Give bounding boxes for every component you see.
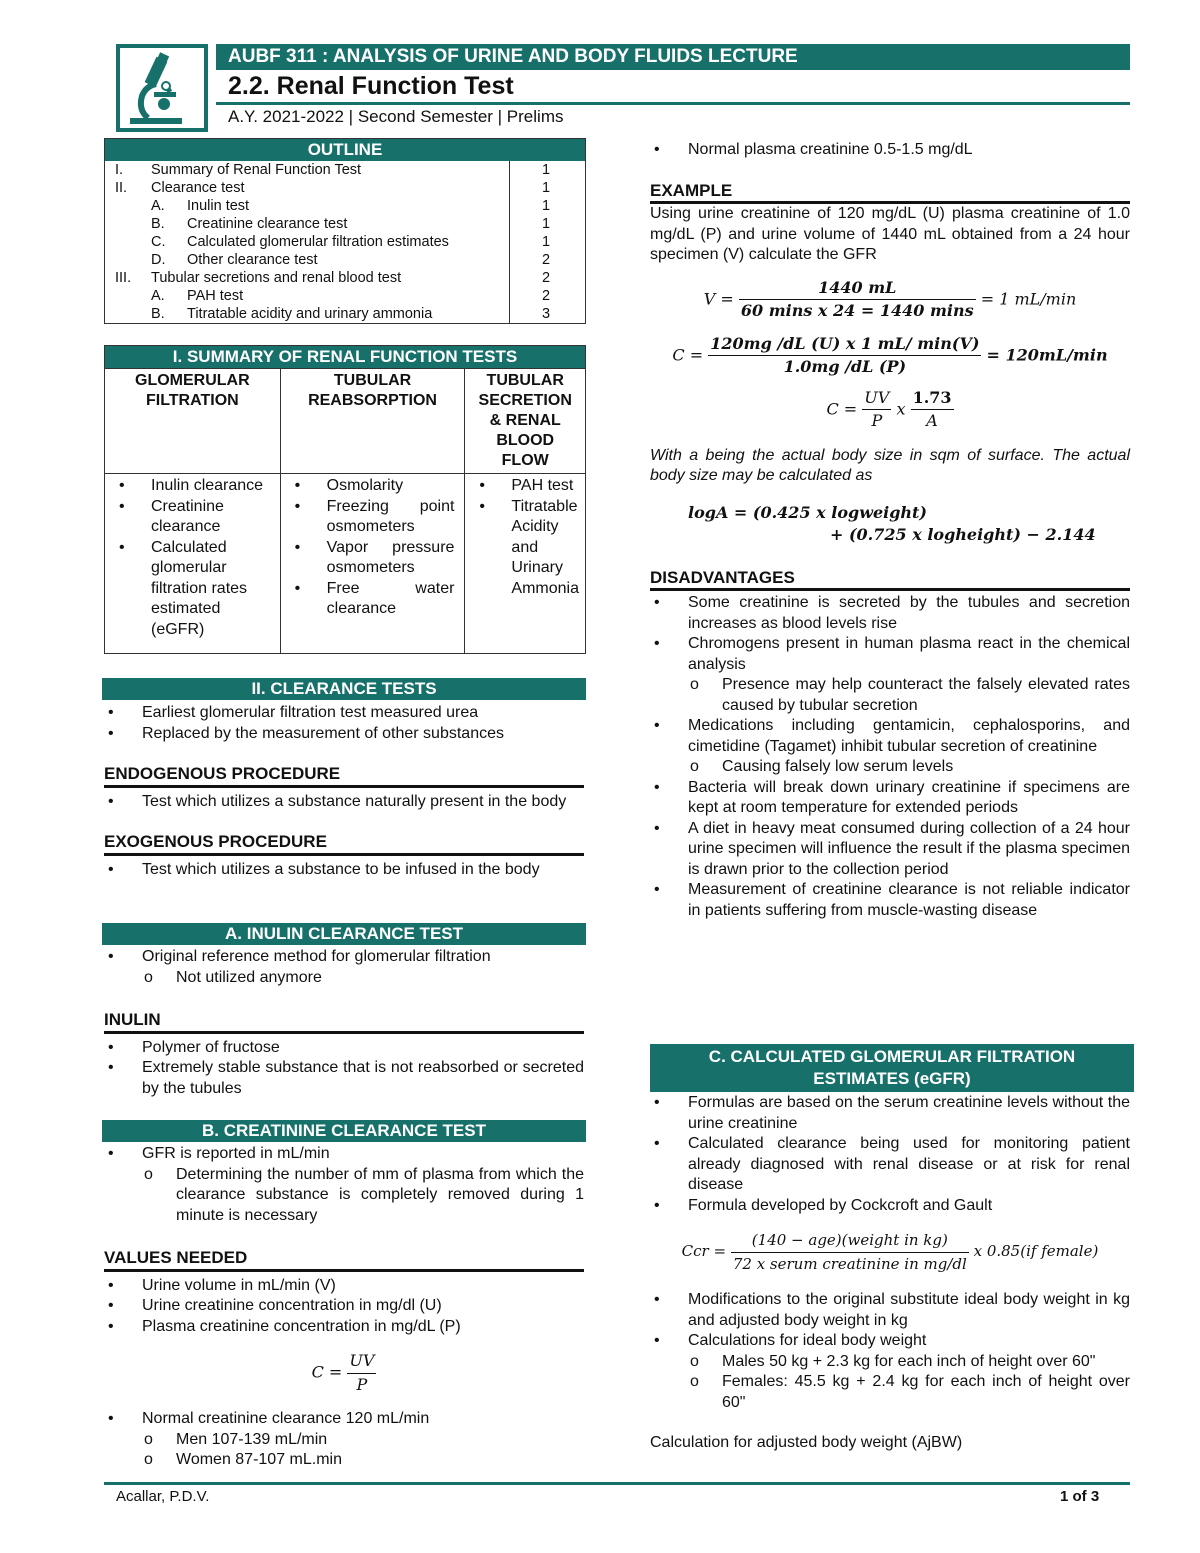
outline-page: 2 — [509, 287, 582, 305]
list-item: • Normal plasma creatinine 0.5-1.5 mg/dL — [650, 140, 1130, 161]
disadvantages-list — [650, 593, 1130, 921]
outline-number: B. — [151, 306, 165, 322]
body-size-note: With a being the actual body size in sqm of surface. The actual body size may be calculated as — [650, 446, 1130, 484]
outline-number: D. — [151, 252, 166, 268]
col-head-glomerular: GLOMERULAR FILTRATION — [135, 372, 250, 409]
clearance-title: II. CLEARANCE TESTS — [102, 678, 586, 700]
list-item: • Urine creatinine concentration in mg/dl (U) — [104, 1296, 584, 1317]
heading-rule — [104, 785, 584, 788]
outline-label: Clearance test — [151, 180, 245, 196]
disadvantage-item: • A diet in heavy meat consumed during collection of a 24 hour urine specimen will influence the result if the plasma specimen is drawn prior to the collection period — [650, 819, 1130, 881]
outline-row — [105, 305, 585, 323]
disadvantage-sub-item: o Presence may help counteract the falsely elevated rates caused by tubular secretion — [650, 675, 1130, 716]
inulin-heading: INULIN — [104, 1010, 161, 1029]
outline-title: OUTLINE — [105, 139, 585, 161]
outline-rows — [105, 161, 585, 323]
disadvantages-heading: DISADVANTAGES — [650, 567, 795, 587]
outline-label: PAH test — [187, 288, 244, 304]
corrected-clearance-equation: C = $\frac{UV}{P}$ x $\frac{1.73}{A}$ — [826, 387, 952, 430]
outline-number: B. — [151, 216, 165, 232]
list-item: • Formula developed by Cockcroft and Gault — [650, 1196, 1130, 1217]
heading-rule — [104, 853, 584, 856]
example-text: Using urine creatinine of 120 mg/dL (U) plasma creatinine of 1.0 mg/dL (P) and urine volume of 1440 mL obtained from a 24 hour specimen (V) calculate the GFR — [650, 205, 1130, 263]
clearance-equation: C = $\frac{120mg /dL (U) x 1 mL/ \min(V)}{1.0mg /dL (P)}$ = 120mL/min — [672, 333, 1108, 376]
right-column — [650, 140, 1130, 921]
outline-table — [104, 138, 586, 324]
page-number: 1 of 3 — [1060, 1488, 1100, 1505]
sub-item: o Women 87-107 mL.min — [104, 1450, 584, 1471]
outline-page: 1 — [509, 179, 582, 197]
outline-label: Creatinine clearance test — [187, 216, 348, 232]
secretion-list — [465, 474, 585, 601]
disadvantage-item: • Measurement of creatinine clearance is not reliable indicator in patients suffering from muscle-wasting disease — [650, 880, 1130, 921]
volume-equation: V = $\frac{1440 mL}{\text{60 mins x 24 = 1440 mins}}$ = 1 mL/min — [703, 277, 1077, 320]
sub-item: o Men 107-139 mL/min — [104, 1430, 584, 1451]
summary-item: • Osmolarity — [289, 476, 455, 497]
outline-number: A. — [151, 198, 165, 214]
disadvantage-item: • Medications including gentamicin, cephalosporins, and cimetidine (Tagamet) inhibit tubular secretion of creatinine — [650, 716, 1130, 757]
outline-page: 1 — [509, 197, 582, 215]
values-heading: VALUES NEEDED — [104, 1248, 248, 1267]
cockcroft-gault-formula: Ccr = $\frac{\text{(140 − age)(weight in kg)}}{\text{72 x serum creatinine in mg/dl}}$ x 0.85(if female) — [681, 1231, 1099, 1273]
outline-row — [105, 179, 585, 197]
list-item: • Original reference method for glomerular filtration — [104, 947, 584, 968]
summary-item: • Free water clearance — [289, 579, 455, 620]
title-divider — [216, 102, 1130, 105]
summary-table — [104, 345, 586, 654]
clearance-formula: C = $\frac{UV}{P}$ — [311, 1351, 375, 1394]
list-item: • Plasma creatinine concentration in mg/dL (P) — [104, 1317, 584, 1338]
outline-row — [105, 215, 585, 233]
creatinine-title: B. CREATININE CLEARANCE TEST — [102, 1120, 586, 1142]
outline-page: 3 — [509, 305, 582, 323]
outline-label: Inulin test — [187, 198, 250, 214]
list-item: • Calculated clearance being used for monitoring patient already diagnosed with renal disease or at risk for renal disease — [650, 1134, 1130, 1196]
glomerular-list — [105, 474, 280, 642]
outline-row — [105, 287, 585, 305]
page-title: 2.2. Renal Function Test — [228, 72, 514, 100]
log-equation-line-1: logA = (0.425 x logweight) — [688, 502, 927, 522]
col-head-secretion: TUBULAR SECRETION & RENAL BLOOD FLOW — [478, 372, 572, 469]
outline-page: 2 — [509, 251, 582, 269]
list-item: • Extremely stable substance that is not reabsorbed or secreted by the tubules — [104, 1058, 584, 1099]
inulin-title: A. INULIN CLEARANCE TEST — [102, 923, 586, 945]
outline-row — [105, 251, 585, 269]
outline-label: Other clearance test — [187, 252, 318, 268]
outline-label: Titratable acidity and urinary ammonia — [187, 306, 433, 322]
outline-number: A. — [151, 288, 165, 304]
list-item: • Modifications to the original substitute ideal body weight in kg and adjusted body weight in kg — [650, 1290, 1130, 1331]
egfr-section — [650, 1093, 1130, 1454]
academic-year: A.Y. 2021-2022 | Second Semester | Prelims — [228, 107, 564, 126]
list-item: • Normal creatinine clearance 120 mL/min — [104, 1409, 584, 1430]
sub-item: o Females: 45.5 kg + 2.4 kg for each inch of height over 60" — [650, 1372, 1130, 1413]
heading-rule — [104, 1269, 584, 1272]
outline-number: C. — [151, 234, 166, 250]
reabsorption-list — [281, 474, 465, 622]
outline-page: 1 — [509, 233, 582, 251]
outline-page: 2 — [509, 269, 582, 287]
list-item: • Formulas are based on the serum creatinine levels without the urine creatinine — [650, 1093, 1130, 1134]
outline-number: II. — [115, 180, 128, 196]
ajbw-text: Calculation for adjusted body weight (AjBW) — [650, 1434, 963, 1451]
summary-item: • Creatinine clearance — [113, 497, 270, 538]
summary-item: • Calculated glomerular filtration rates estimated (eGFR) — [113, 538, 270, 641]
list-item: • Earliest glomerular filtration test measured urea — [104, 703, 584, 724]
list-item: • Polymer of fructose — [104, 1038, 584, 1059]
summary-item: • Titratable Acidity and Urinary Ammonia — [473, 497, 579, 600]
microscope-icon — [120, 48, 204, 128]
outline-page: 1 — [509, 215, 582, 233]
list-item: • Test which utilizes a substance naturally present in the body — [104, 792, 584, 813]
course-title: AUBF 311 : ANALYSIS OF URINE AND BODY FLUIDS LECTURE — [216, 44, 1130, 70]
disadvantage-item: • Chromogens present in human plasma react in the chemical analysis — [650, 634, 1130, 675]
clearance-section — [104, 703, 584, 880]
disadvantage-item: • Some creatinine is secreted by the tubules and secretion increases as blood levels rise — [650, 593, 1130, 634]
outline-row — [105, 269, 585, 287]
outline-label: Tubular secretions and renal blood test — [151, 270, 402, 286]
summary-item: • Freezing point osmometers — [289, 497, 455, 538]
heading-rule — [650, 588, 1130, 591]
outline-number: I. — [115, 162, 124, 178]
summary-title: I. SUMMARY OF RENAL FUNCTION TESTS — [105, 346, 586, 369]
egfr-title: C. CALCULATED GLOMERULAR FILTRATION ESTIMATES (eGFR) — [650, 1044, 1134, 1092]
endogenous-heading: ENDOGENOUS PROCEDURE — [104, 764, 341, 783]
sub-item: o Males 50 kg + 2.3 kg for each inch of height over 60" — [650, 1352, 1130, 1373]
sub-item: o Not utilized anymore — [104, 968, 584, 989]
log-equation-line-2: + (0.725 x logheight) − 2.144 — [830, 525, 1096, 544]
creatinine-section — [104, 1144, 584, 1471]
footer-divider — [104, 1482, 1130, 1485]
outline-page: 1 — [509, 161, 582, 179]
outline-label: Summary of Renal Function Test — [151, 162, 362, 178]
col-head-reabsorption: TUBULAR REABSORPTION — [308, 372, 437, 409]
list-item: • Urine volume in mL/min (V) — [104, 1276, 584, 1297]
exogenous-heading: EXOGENOUS PROCEDURE — [104, 832, 327, 851]
heading-rule — [104, 1031, 584, 1034]
outline-row — [105, 161, 585, 179]
outline-row — [105, 233, 585, 251]
disadvantage-item: • Bacteria will break down urinary creatinine if specimens are kept at room temperature for extended periods — [650, 778, 1130, 819]
outline-number: III. — [115, 270, 132, 286]
logo — [116, 44, 208, 132]
list-item: • GFR is reported in mL/min — [104, 1144, 584, 1165]
disadvantage-sub-item: o Causing falsely low serum levels — [650, 757, 1130, 778]
author: Acallar, P.D.V. — [116, 1488, 210, 1505]
summary-item: • PAH test — [473, 476, 579, 497]
list-item: • Replaced by the measurement of other substances — [104, 724, 584, 745]
inulin-section — [104, 947, 584, 1099]
outline-label: Calculated glomerular filtration estimates — [187, 234, 449, 250]
sub-item: o Determining the number of mm of plasma from which the clearance substance is completely removed during 1 minute is necessary — [104, 1165, 584, 1227]
list-item: • Test which utilizes a substance to be infused in the body — [104, 860, 584, 881]
list-item: • Calculations for ideal body weight — [650, 1331, 1130, 1352]
outline-row — [105, 197, 585, 215]
summary-item: • Inulin clearance — [113, 476, 270, 497]
example-heading: EXAMPLE — [650, 180, 733, 200]
summary-item: • Vapor pressure osmometers — [289, 538, 455, 579]
